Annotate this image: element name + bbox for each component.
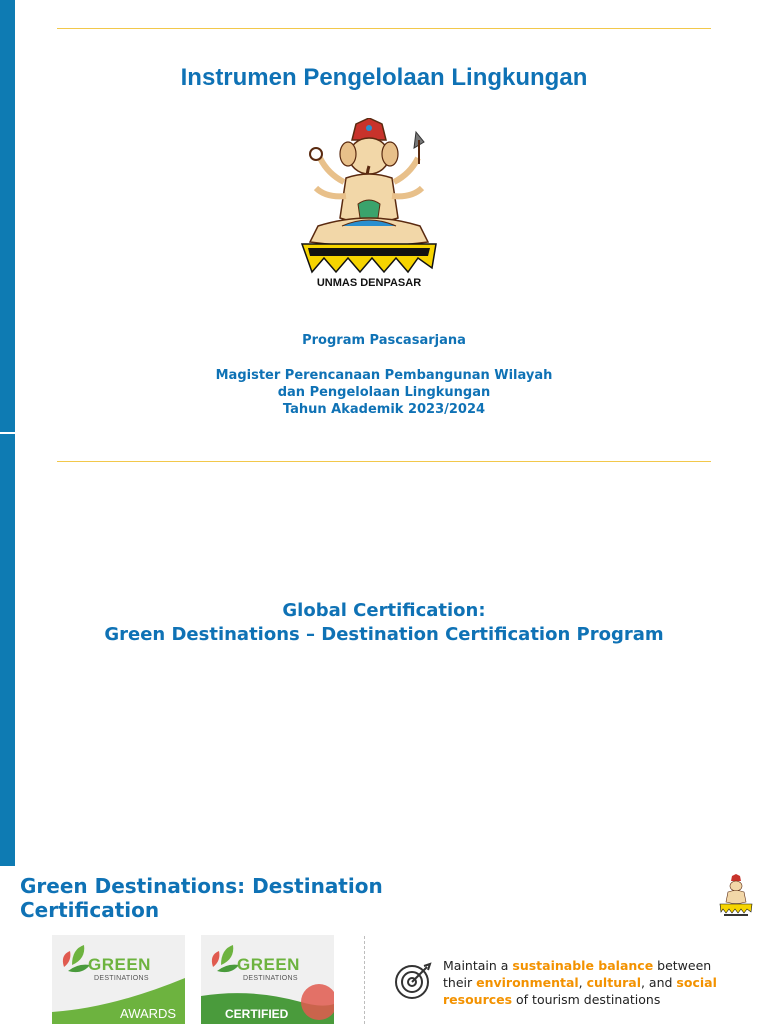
badge-label: CERTIFIED bbox=[225, 1007, 289, 1021]
target-icon bbox=[394, 962, 432, 1000]
academic-year: Tahun Akademik 2023/2024 bbox=[282, 402, 486, 417]
goal-text-part: , bbox=[578, 975, 587, 990]
badge-subbrand: DESTINATIONS bbox=[94, 975, 149, 982]
badge-brand: GREEN bbox=[88, 955, 151, 974]
green-destinations-certified-badge bbox=[201, 935, 334, 1024]
goal-text-part: Maintain a bbox=[443, 958, 513, 973]
certification-heading-line: Green Destinations – Destination Certification Program bbox=[104, 624, 664, 645]
slide-title-line: Certification bbox=[20, 898, 160, 922]
column-divider bbox=[364, 936, 365, 1024]
goal-highlight: environmental bbox=[476, 975, 579, 990]
goal-highlight: sustainable balance bbox=[512, 958, 654, 973]
slide-title: Instrumen Pengelolaan Lingkungan bbox=[180, 64, 588, 91]
badge-label-band bbox=[52, 1000, 185, 1024]
study-program-line: Magister Perencanaan Pembangunan Wilayah bbox=[215, 368, 553, 383]
study-program-line: dan Pengelolaan Lingkungan bbox=[277, 385, 491, 400]
green-destinations-awards-badge bbox=[52, 935, 185, 1024]
certification-heading-line: Global Certification: bbox=[282, 600, 486, 621]
badge-label: AWARDS bbox=[120, 1006, 177, 1021]
unmas-small-logo bbox=[718, 874, 754, 918]
top-divider bbox=[57, 28, 711, 29]
logo-caption: UNMAS DENPASAR bbox=[316, 277, 422, 289]
unmas-ganesha-logo bbox=[298, 118, 440, 290]
goal-highlight: social resources bbox=[443, 975, 717, 1007]
goal-highlight: cultural bbox=[586, 975, 641, 990]
badge-subbrand: DESTINATIONS bbox=[243, 975, 298, 982]
badge-brand: GREEN bbox=[237, 955, 300, 974]
goal-text-part: , and bbox=[640, 975, 677, 990]
bottom-divider bbox=[57, 461, 711, 462]
left-accent-bar bbox=[0, 434, 15, 866]
badge-label-band bbox=[201, 1000, 334, 1024]
slide-title bbox=[20, 874, 440, 922]
goal-text-part: between their bbox=[443, 958, 712, 990]
program-name: Program Pascasarjana bbox=[302, 333, 466, 348]
content-slide bbox=[0, 866, 768, 1024]
certification-heading bbox=[0, 599, 768, 647]
goal-statement bbox=[443, 957, 733, 1008]
slide-title-line: Green Destinations: Destination bbox=[20, 874, 383, 898]
study-program bbox=[0, 367, 768, 418]
goal-text-part: of tourism destinations bbox=[512, 992, 661, 1007]
